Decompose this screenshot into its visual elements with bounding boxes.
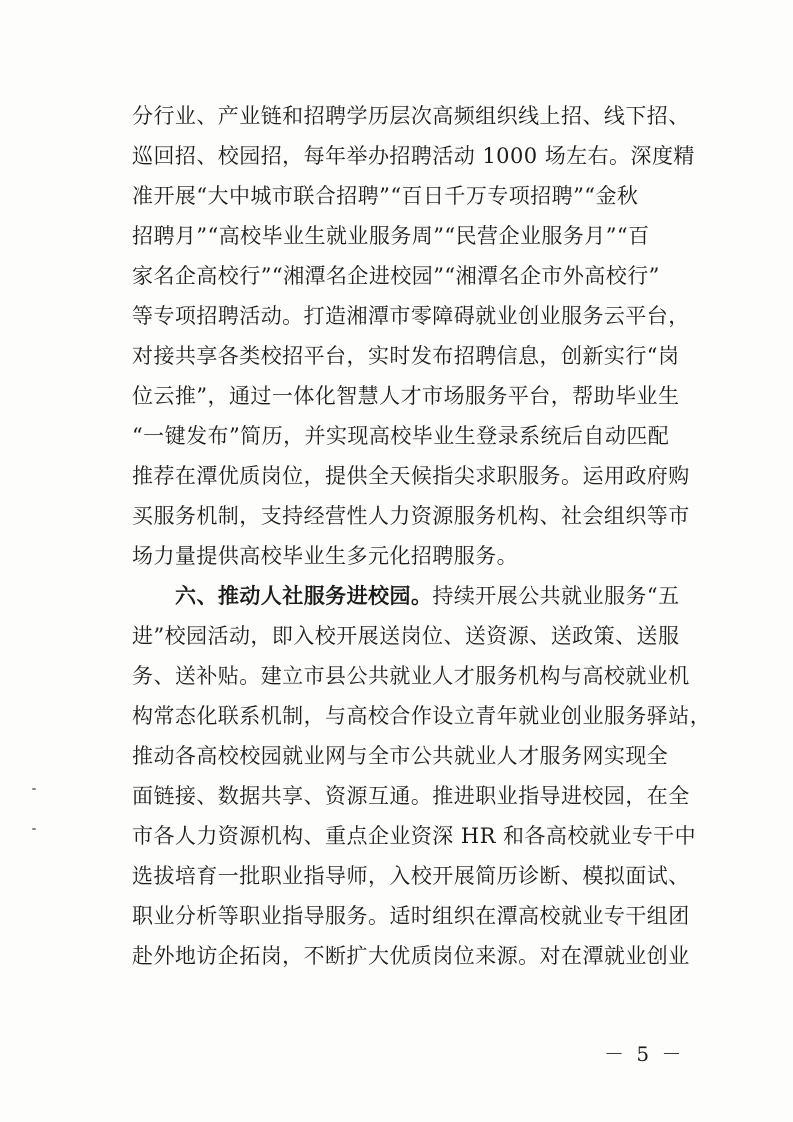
body-text-line: 职业分析等职业指导服务。适时组织在潭高校就业专干组团 <box>132 904 690 928</box>
body-text-line: 位云推”，通过一体化智慧人才市场服务平台，帮助毕业生 <box>132 384 680 408</box>
body-text-line: 招聘月”“高校毕业生就业服务周”“民营企业服务月”“百 <box>132 224 650 248</box>
body-text-line: 推动各高校校园就业网与全市公共就业人才服务网实现全 <box>132 744 669 768</box>
body-text-line: 买服务机制，支持经营性人力资源服务机构、社会组织等市 <box>132 504 690 528</box>
body-text-line: “一键发布”简历，并实现高校毕业生登录系统后自动匹配 <box>132 424 670 448</box>
body-text-line: 选拔培育一批职业指导师，入校开展简历诊断、模拟面试、 <box>132 864 690 888</box>
body-text-line: 场力量提供高校毕业生多元化招聘服务。 <box>132 544 519 568</box>
scan-mark <box>32 788 36 790</box>
body-text-line: 巡回招、校园招，每年举办招聘活动 1000 场左右。深度精 <box>132 144 695 168</box>
body-text-line: 构常态化联系机制，与高校合作设立青年就业创业服务驿站， <box>132 704 712 728</box>
body-text-line: 准开展“大中城市联合招聘”“百日千万专项招聘”“金秋 <box>132 184 639 208</box>
body-text-line: 对接共享各类校招平台，实时发布招聘信息，创新实行“岗 <box>132 344 680 368</box>
body-text-line: 务、送补贴。建立市县公共就业人才服务机构与高校就业机 <box>132 664 690 688</box>
section-first-line <box>175 581 680 611</box>
body-text-line: 市各人力资源机构、重点企业资深 HR 和各高校就业专干中 <box>132 824 697 848</box>
section-heading: 六、推动人社服务进校园。 <box>175 583 433 608</box>
section-first-line-text: 持续开展公共就业服务“五 <box>432 584 680 608</box>
body-text-line: 家名企高校行”“湘潭名企进校园”“湘潭名企市外高校行” <box>132 264 660 288</box>
body-text-line: 等专项招聘活动。打造湘潭市零障碍就业创业服务云平台， <box>132 304 690 328</box>
page-number: － 5 － <box>604 1042 685 1066</box>
body-text-line: 面链接、数据共享、资源互通。推进职业指导进校园，在全 <box>132 784 690 808</box>
body-text-line: 分行业、产业链和招聘学历层次高频组织线上招、线下招、 <box>132 104 690 128</box>
body-text-line: 赴外地访企拓岗，不断扩大优质岗位来源。对在潭就业创业 <box>132 944 690 968</box>
scan-mark <box>32 828 36 830</box>
body-text-line: 进”校园活动，即入校开展送岗位、送资源、送政策、送服 <box>132 624 680 648</box>
body-text-line: 推荐在潭优质岗位，提供全天候指尖求职服务。运用政府购 <box>132 464 690 488</box>
